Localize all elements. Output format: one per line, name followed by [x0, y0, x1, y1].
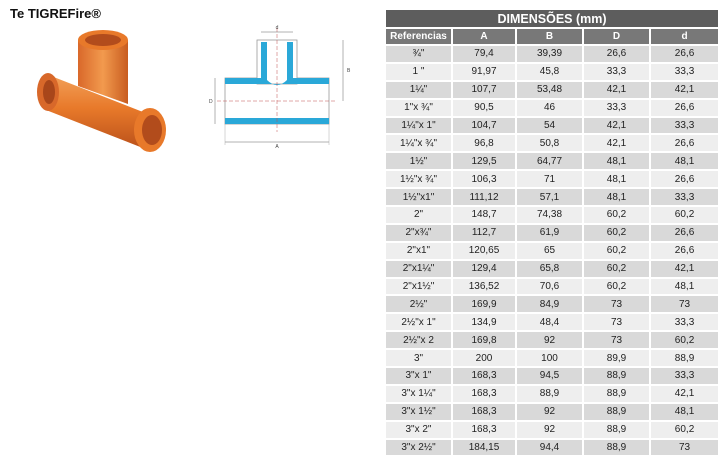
column-header: D — [584, 29, 651, 46]
dimension-cell: 26,6 — [651, 243, 718, 261]
dimension-cell: 92 — [517, 332, 584, 350]
tee-fitting-image — [36, 26, 172, 152]
reference-cell: 1 " — [386, 64, 453, 82]
dimension-cell: 89,9 — [584, 350, 651, 368]
dimension-cell: 42,1 — [584, 82, 651, 100]
dimension-cell: 100 — [517, 350, 584, 368]
cross-section-diagram — [205, 20, 355, 150]
dimension-cell: 33,3 — [584, 100, 651, 118]
dimension-cell: 48,1 — [584, 171, 651, 189]
dimension-cell: 60,2 — [651, 332, 718, 350]
table-row — [386, 279, 718, 297]
dim-label-A: A — [275, 144, 279, 150]
table-row — [386, 243, 718, 261]
table-row — [386, 440, 718, 457]
dimension-cell: 60,2 — [584, 261, 651, 279]
reference-cell: 2"x¾" — [386, 225, 453, 243]
dimension-cell: 129,4 — [453, 261, 517, 279]
reference-cell: 3"x 2" — [386, 422, 453, 440]
dimension-cell: 48,1 — [584, 189, 651, 207]
dimension-cell: 184,15 — [453, 440, 517, 457]
table-row — [386, 332, 718, 350]
table-row — [386, 350, 718, 368]
dimension-cell: 148,7 — [453, 207, 517, 225]
table-row — [386, 171, 718, 189]
dimension-cell: 88,9 — [584, 422, 651, 440]
table-row — [386, 296, 718, 314]
dimension-cell: 26,6 — [651, 100, 718, 118]
column-header: B — [517, 29, 584, 46]
reference-cell: 1½"x ¾" — [386, 171, 453, 189]
dimension-cell: 79,4 — [453, 46, 517, 64]
dimension-cell: 33,3 — [651, 314, 718, 332]
reference-cell: 2" — [386, 207, 453, 225]
dimension-cell: 73 — [651, 296, 718, 314]
reference-cell: 1½" — [386, 153, 453, 171]
reference-cell: 1½"x1" — [386, 189, 453, 207]
reference-cell: 1¼"x ¾" — [386, 135, 453, 153]
dimension-cell: 42,1 — [651, 261, 718, 279]
reference-cell: 2"x1½" — [386, 279, 453, 297]
dimension-cell: 48,4 — [517, 314, 584, 332]
dimension-cell: 84,9 — [517, 296, 584, 314]
dimension-cell: 71 — [517, 171, 584, 189]
dimension-cell: 42,1 — [584, 118, 651, 136]
reference-cell: 3"x 1½" — [386, 404, 453, 422]
reference-cell: 1¼" — [386, 82, 453, 100]
dimension-cell: 33,3 — [651, 64, 718, 82]
reference-cell: 3" — [386, 350, 453, 368]
reference-cell: 3"x 1" — [386, 368, 453, 386]
dimension-cell: 94,4 — [517, 440, 584, 457]
dimension-cell: 42,1 — [651, 82, 718, 100]
table-row — [386, 261, 718, 279]
reference-cell: ¾" — [386, 46, 453, 64]
dimension-cell: 112,7 — [453, 225, 517, 243]
dimension-cell: 94,5 — [517, 368, 584, 386]
table-body — [386, 46, 718, 457]
dimension-cell: 53,48 — [517, 82, 584, 100]
dimension-cell: 88,9 — [584, 386, 651, 404]
dimension-cell: 88,9 — [651, 350, 718, 368]
reference-cell: 2½" — [386, 296, 453, 314]
dimension-cell: 169,9 — [453, 296, 517, 314]
table-row — [386, 207, 718, 225]
table-row — [386, 225, 718, 243]
dimension-cell: 168,3 — [453, 404, 517, 422]
reference-cell: 2½"x 2 — [386, 332, 453, 350]
table-row — [386, 100, 718, 118]
dimension-cell: 26,6 — [651, 225, 718, 243]
dimension-cell: 136,52 — [453, 279, 517, 297]
dimension-cell: 129,5 — [453, 153, 517, 171]
table-row — [386, 64, 718, 82]
reference-cell: 2½"x 1" — [386, 314, 453, 332]
table-row — [386, 153, 718, 171]
dimensions-table-wrap — [386, 10, 718, 457]
dim-label-D: D — [209, 99, 213, 105]
column-header: d — [651, 29, 718, 46]
dimension-cell: 90,5 — [453, 100, 517, 118]
dimensions-table — [386, 10, 718, 457]
reference-cell: 3"x 1¼" — [386, 386, 453, 404]
dimension-cell: 107,7 — [453, 82, 517, 100]
dimension-cell: 73 — [651, 440, 718, 457]
table-row — [386, 135, 718, 153]
dimension-cell: 48,1 — [584, 153, 651, 171]
dimension-cell: 200 — [453, 350, 517, 368]
dimension-cell: 70,6 — [517, 279, 584, 297]
dimension-cell: 92 — [517, 422, 584, 440]
column-header: A — [453, 29, 517, 46]
dimension-cell: 50,8 — [517, 135, 584, 153]
column-header-row — [386, 29, 718, 46]
table-row — [386, 46, 718, 64]
dimension-cell: 60,2 — [584, 243, 651, 261]
dimension-cell: 48,1 — [651, 153, 718, 171]
table-row — [386, 314, 718, 332]
dimension-cell: 60,2 — [584, 279, 651, 297]
dimension-cell: 26,6 — [651, 171, 718, 189]
dimension-cell: 39,39 — [517, 46, 584, 64]
dimension-cell: 88,9 — [584, 404, 651, 422]
reference-cell: 1"x ¾" — [386, 100, 453, 118]
dimension-cell: 26,6 — [651, 135, 718, 153]
table-row — [386, 189, 718, 207]
dimension-cell: 88,9 — [517, 386, 584, 404]
dimension-cell: 60,2 — [584, 225, 651, 243]
dimension-cell: 46 — [517, 100, 584, 118]
dimension-cell: 169,8 — [453, 332, 517, 350]
reference-cell: 1¼"x 1" — [386, 118, 453, 136]
dim-label-B: B — [347, 68, 351, 74]
dimension-cell: 74,38 — [517, 207, 584, 225]
dimension-cell: 65,8 — [517, 261, 584, 279]
dimension-cell: 60,2 — [651, 207, 718, 225]
dimension-cell: 60,2 — [651, 422, 718, 440]
dimension-cell: 73 — [584, 332, 651, 350]
dimension-cell: 73 — [584, 296, 651, 314]
dimension-cell: 33,3 — [651, 368, 718, 386]
dimension-cell: 91,97 — [453, 64, 517, 82]
table-title: DIMENSÕES (mm) — [386, 10, 718, 29]
dimension-cell: 57,1 — [517, 189, 584, 207]
dimension-cell: 33,3 — [651, 189, 718, 207]
table-row — [386, 118, 718, 136]
dimension-cell: 106,3 — [453, 171, 517, 189]
reference-cell: 3"x 2½" — [386, 440, 453, 457]
product-title: Te TIGREFire® — [10, 6, 101, 21]
dimension-cell: 88,9 — [584, 440, 651, 457]
table-row — [386, 82, 718, 100]
dimension-cell: 120,65 — [453, 243, 517, 261]
dimension-cell: 26,6 — [651, 46, 718, 64]
dimension-cell: 61,9 — [517, 225, 584, 243]
dimension-cell: 33,3 — [651, 118, 718, 136]
reference-cell: 2"x1" — [386, 243, 453, 261]
reference-cell: 2"x1¼" — [386, 261, 453, 279]
dimension-cell: 65 — [517, 243, 584, 261]
dimension-cell: 42,1 — [584, 135, 651, 153]
dimension-cell: 88,9 — [584, 368, 651, 386]
dimension-cell: 104,7 — [453, 118, 517, 136]
dimension-cell: 48,1 — [651, 279, 718, 297]
dimension-cell: 168,3 — [453, 422, 517, 440]
dimension-cell: 168,3 — [453, 368, 517, 386]
dimension-cell: 168,3 — [453, 386, 517, 404]
dimension-cell: 42,1 — [651, 386, 718, 404]
dimension-cell: 48,1 — [651, 404, 718, 422]
table-row — [386, 404, 718, 422]
dimension-cell: 111,12 — [453, 189, 517, 207]
dimension-cell: 33,3 — [584, 64, 651, 82]
dimension-cell: 73 — [584, 314, 651, 332]
dimension-cell: 134,9 — [453, 314, 517, 332]
dimension-cell: 96,8 — [453, 135, 517, 153]
dimension-cell: 54 — [517, 118, 584, 136]
dimension-cell: 45,8 — [517, 64, 584, 82]
table-row — [386, 386, 718, 404]
table-row — [386, 368, 718, 386]
dimension-cell: 64,77 — [517, 153, 584, 171]
dim-label-d: d — [275, 25, 279, 31]
dimension-cell: 60,2 — [584, 207, 651, 225]
dimension-cell: 26,6 — [584, 46, 651, 64]
dimension-cell: 92 — [517, 404, 584, 422]
column-header: Referencias — [386, 29, 453, 46]
table-row — [386, 422, 718, 440]
